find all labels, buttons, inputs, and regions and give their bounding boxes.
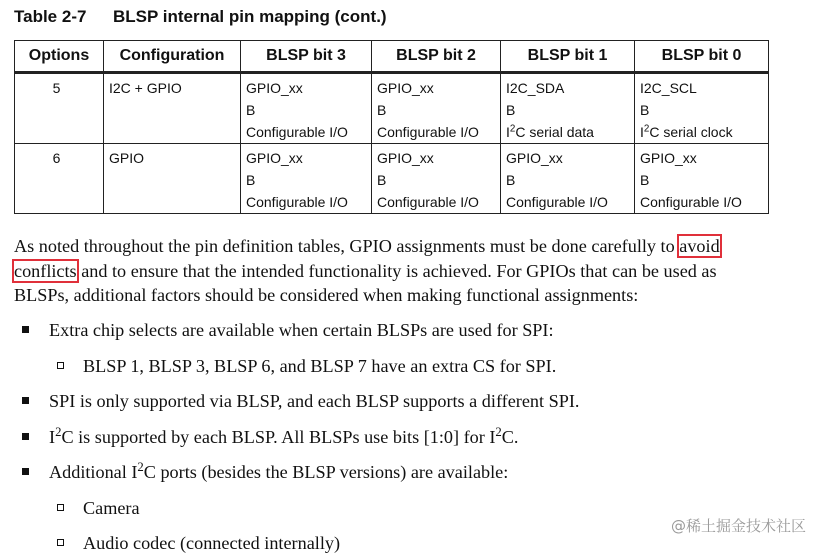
cell-bit3 [241, 144, 372, 214]
bullet-square-icon [22, 433, 29, 440]
cell-option: 5 [15, 73, 104, 144]
list-item: SPI is only supported via BLSP, and each BLSP supports a different SPI. [49, 390, 579, 412]
cell-type: B [377, 172, 387, 188]
list-item: BLSP 1, BLSP 3, BLSP 6, and BLSP 7 have an extra CS for SPI. [83, 355, 556, 377]
table-header-row [15, 41, 769, 73]
header-blsp-bit-1: BLSP bit 1 [501, 41, 635, 73]
cell-signal: GPIO_xx [377, 150, 434, 166]
cell-configuration: GPIO [104, 144, 241, 214]
list-item: $I^2C$ is supported by each BLSP. All BLSPs use bits [1:0] for $I^2C$. [49, 426, 518, 448]
cell-description: Configurable I/O [506, 194, 608, 210]
cell-type: B [640, 172, 650, 188]
body-paragraph [14, 234, 814, 308]
cell-type: B [506, 102, 516, 118]
table-title: BLSP internal pin mapping (cont.) [113, 7, 387, 26]
cell-signal: GPIO_xx [246, 80, 303, 96]
bullet-hollow-square-icon [57, 362, 64, 369]
cell-signal: GPIO_xx [377, 80, 434, 96]
list-item: Extra chip selects are available when certain BLSPs are used for SPI: [49, 319, 554, 341]
table-row [15, 144, 769, 214]
bullet-square-icon [22, 468, 29, 475]
cell-configuration: I2C + GPIO [104, 73, 241, 144]
list-item: Additional $I^2C$ ports (besides the BLSP versions) are available: [49, 461, 508, 483]
cell-bit2 [372, 144, 501, 214]
cell-description: Configurable I/O [246, 124, 348, 140]
cell-option: 6 [15, 144, 104, 214]
cell-description: $I^2C$ serial clock [640, 123, 733, 140]
header-options: Options [15, 41, 104, 73]
cell-description: Configurable I/O [246, 194, 348, 210]
list-item: Audio codec (connected internally) [83, 532, 340, 554]
bullet-hollow-square-icon [57, 504, 64, 511]
cell-bit1 [501, 73, 635, 144]
header-blsp-bit-0: BLSP bit 0 [635, 41, 769, 73]
header-blsp-bit-2: BLSP bit 2 [372, 41, 501, 73]
list-item: Camera [83, 497, 140, 519]
cell-description: Configurable I/O [377, 194, 479, 210]
table-caption [14, 6, 387, 28]
cell-bit0 [635, 73, 769, 144]
cell-signal: I2C_SCL [640, 80, 697, 96]
cell-signal: GPIO_xx [506, 150, 563, 166]
cell-type: B [506, 172, 516, 188]
bullet-hollow-square-icon [57, 539, 64, 546]
table-row [15, 73, 769, 144]
watermark: @稀土掘金技术社区 [670, 517, 806, 535]
cell-bit3 [241, 73, 372, 144]
cell-bit0 [635, 144, 769, 214]
cell-description: $I^2C$ serial data [506, 123, 594, 140]
header-configuration: Configuration [104, 41, 241, 73]
paragraph-line: As noted throughout the pin definition tables, GPIO assignments must be done carefully to avoid [14, 236, 720, 256]
cell-signal: I2C_SDA [506, 80, 565, 96]
cell-description: Configurable I/O [377, 124, 479, 140]
cell-signal: GPIO_xx [246, 150, 303, 166]
cell-type: B [246, 172, 256, 188]
paragraph-line: BLSPs, additional factors should be considered when making functional assignments: [14, 285, 639, 305]
highlight-avoid: avoid [679, 236, 720, 256]
cell-type: B [246, 102, 256, 118]
paragraph-line: conflicts and to ensure that the intended functionality is achieved. For GPIOs that can be used as [14, 260, 717, 281]
blsp-pin-mapping-table [14, 40, 769, 214]
bullet-square-icon [22, 397, 29, 404]
cell-signal: GPIO_xx [640, 150, 697, 166]
cell-bit1 [501, 144, 635, 214]
cell-type: B [377, 102, 387, 118]
highlight-conflicts: conflicts [14, 260, 77, 281]
cell-description: Configurable I/O [640, 194, 742, 210]
header-blsp-bit-3: BLSP bit 3 [241, 41, 372, 73]
cell-type: B [640, 102, 650, 118]
bullet-square-icon [22, 326, 29, 333]
table-number: Table 2-7 [14, 7, 87, 26]
cell-bit2 [372, 73, 501, 144]
